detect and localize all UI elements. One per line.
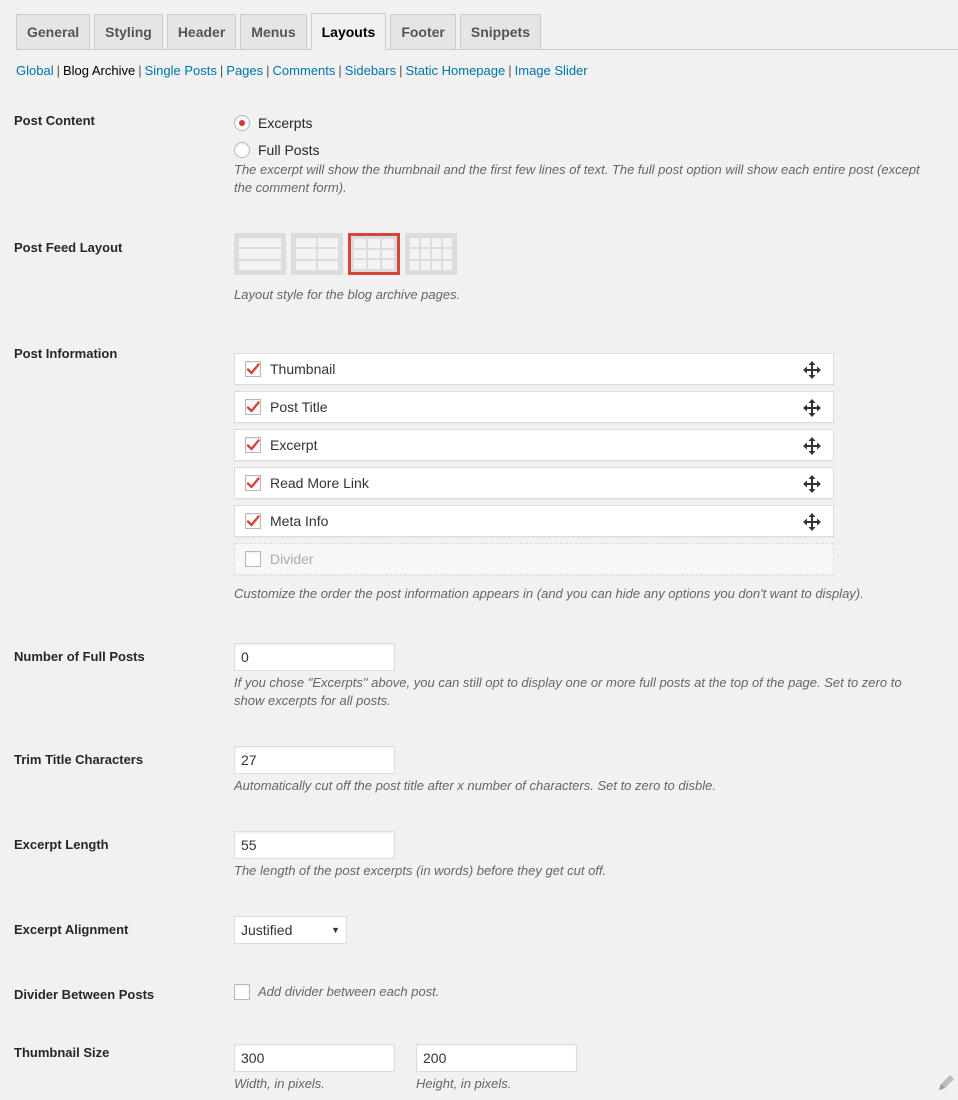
- thumbnail-height-field: [416, 1044, 577, 1093]
- layout-option-three-columns[interactable]: [348, 233, 400, 275]
- excerpt-alignment-field: [234, 916, 347, 944]
- tab-header[interactable]: Header: [167, 14, 236, 49]
- post-information-item[interactable]: [234, 353, 834, 385]
- layout-option-one-column[interactable]: [234, 233, 286, 275]
- thumbnail-height-description: Height, in pixels.: [416, 1076, 512, 1091]
- item-label: Read More Link: [270, 475, 369, 491]
- item-checkbox[interactable]: [245, 513, 261, 529]
- trim-title-label: Trim Title Characters: [14, 752, 144, 767]
- radio-excerpts-label: Excerpts: [258, 115, 313, 131]
- tab-menus[interactable]: Menus: [240, 14, 306, 49]
- subnav-comments[interactable]: Comments: [272, 63, 336, 78]
- item-checkbox[interactable]: [245, 399, 261, 415]
- post-information-item[interactable]: [234, 543, 834, 575]
- subnav-pages[interactable]: Pages: [226, 63, 264, 78]
- drag-handle-icon[interactable]: [803, 475, 821, 496]
- subnav-separator: |: [399, 63, 403, 78]
- layout-picker: [234, 233, 934, 275]
- tab-snippets[interactable]: Snippets: [460, 14, 541, 49]
- radio-full-posts[interactable]: [234, 139, 934, 161]
- subnav-blog-archive: Blog Archive: [62, 63, 136, 78]
- dropdown-arrow-icon: ▼: [331, 925, 340, 935]
- trim-title-input[interactable]: [234, 746, 395, 774]
- post-feed-layout-field: [234, 233, 934, 304]
- item-checkbox[interactable]: [245, 437, 261, 453]
- drag-handle-icon[interactable]: [803, 399, 821, 420]
- excerpt-length-label: Excerpt Length: [14, 837, 109, 852]
- full-posts-field: [234, 643, 934, 710]
- feedback-pencil-icon[interactable]: [936, 1073, 956, 1096]
- subnav-single-posts[interactable]: Single Posts: [144, 63, 217, 78]
- subnav-separator: |: [56, 63, 60, 78]
- layout-option-two-columns[interactable]: [291, 233, 343, 275]
- full-posts-label: Number of Full Posts: [14, 649, 145, 664]
- radio-button[interactable]: [234, 142, 250, 158]
- drag-handle-icon[interactable]: [803, 437, 821, 458]
- radio-selected-dot: [239, 120, 245, 126]
- excerpt-length-input[interactable]: [234, 831, 395, 859]
- radio-button[interactable]: [234, 115, 250, 131]
- full-posts-input[interactable]: [234, 643, 395, 671]
- full-posts-description: If you chose "Excerpts" above, you can still opt to display one or more full posts at the top of the page. Set to zero to show excerpts for all posts.: [234, 675, 902, 708]
- divider-between-checkbox[interactable]: [234, 984, 250, 1000]
- post-information-item[interactable]: [234, 391, 834, 423]
- post-information-description: Customize the order the post information appears in (and you can hide any options you don't want to display).: [234, 586, 864, 601]
- excerpt-length-field: [234, 831, 934, 880]
- thumbnail-width-description: Width, in pixels.: [234, 1076, 325, 1091]
- subnav-image-slider[interactable]: Image Slider: [514, 63, 588, 78]
- item-label: Thumbnail: [270, 361, 336, 377]
- trim-title-field: [234, 746, 934, 795]
- post-feed-layout-description: Layout style for the blog archive pages.: [234, 287, 461, 302]
- item-checkbox[interactable]: [245, 361, 261, 377]
- radio-full-posts-label: Full Posts: [258, 142, 320, 158]
- post-content-label: Post Content: [14, 113, 95, 128]
- thumbnail-width-field: [234, 1044, 395, 1093]
- tab-general[interactable]: General: [16, 14, 90, 49]
- settings-tabs: [16, 14, 958, 50]
- item-label: Excerpt: [270, 437, 318, 453]
- subnav-separator: |: [219, 63, 224, 78]
- radio-excerpts[interactable]: [234, 112, 934, 134]
- item-label: Meta Info: [270, 513, 329, 529]
- sub-navigation: [16, 63, 588, 78]
- divider-between-description: Add divider between each post.: [258, 984, 440, 999]
- subnav-separator: |: [508, 63, 512, 78]
- subnav-separator: |: [138, 63, 142, 78]
- trim-title-description: Automatically cut off the post title after x number of characters. Set to zero to disble.: [234, 778, 716, 793]
- thumbnail-width-input[interactable]: [234, 1044, 395, 1072]
- excerpt-alignment-label: Excerpt Alignment: [14, 922, 129, 937]
- post-information-field: [234, 353, 934, 603]
- subnav-separator: |: [338, 63, 342, 78]
- tab-footer[interactable]: Footer: [390, 14, 456, 49]
- subnav-separator: |: [266, 63, 270, 78]
- post-information-item[interactable]: [234, 467, 834, 499]
- excerpt-length-description: The length of the post excerpts (in words) before they get cut off.: [234, 863, 607, 878]
- subnav-sidebars[interactable]: Sidebars: [344, 63, 397, 78]
- post-content-field: [234, 112, 934, 197]
- subnav-global[interactable]: Global: [16, 63, 54, 78]
- drag-handle-icon[interactable]: [803, 513, 821, 534]
- thumbnail-size-label: Thumbnail Size: [14, 1045, 110, 1060]
- thumbnail-height-input[interactable]: [416, 1044, 577, 1072]
- post-information-item[interactable]: [234, 505, 834, 537]
- post-information-label: Post Information: [14, 346, 118, 361]
- item-checkbox[interactable]: [245, 475, 261, 491]
- excerpt-alignment-value: Justified: [241, 922, 293, 938]
- excerpt-alignment-select[interactable]: [234, 916, 347, 944]
- post-information-item[interactable]: [234, 429, 834, 461]
- item-label: Divider: [270, 551, 314, 567]
- item-label: Post Title: [270, 399, 328, 415]
- post-content-description: The excerpt will show the thumbnail and the first few lines of text. The full post option will show each entire post (except the comment form).: [234, 162, 920, 195]
- layout-option-four-columns[interactable]: [405, 233, 457, 275]
- item-checkbox[interactable]: [245, 551, 261, 567]
- divider-between-label: Divider Between Posts: [14, 987, 155, 1002]
- tab-styling[interactable]: Styling: [94, 14, 163, 49]
- tab-layouts[interactable]: Layouts: [311, 13, 387, 50]
- drag-handle-icon[interactable]: [803, 361, 821, 382]
- post-feed-layout-label: Post Feed Layout: [14, 240, 123, 255]
- divider-between-field: [234, 983, 934, 1001]
- post-information-sortable-list: [234, 353, 934, 575]
- subnav-static-homepage[interactable]: Static Homepage: [405, 63, 506, 78]
